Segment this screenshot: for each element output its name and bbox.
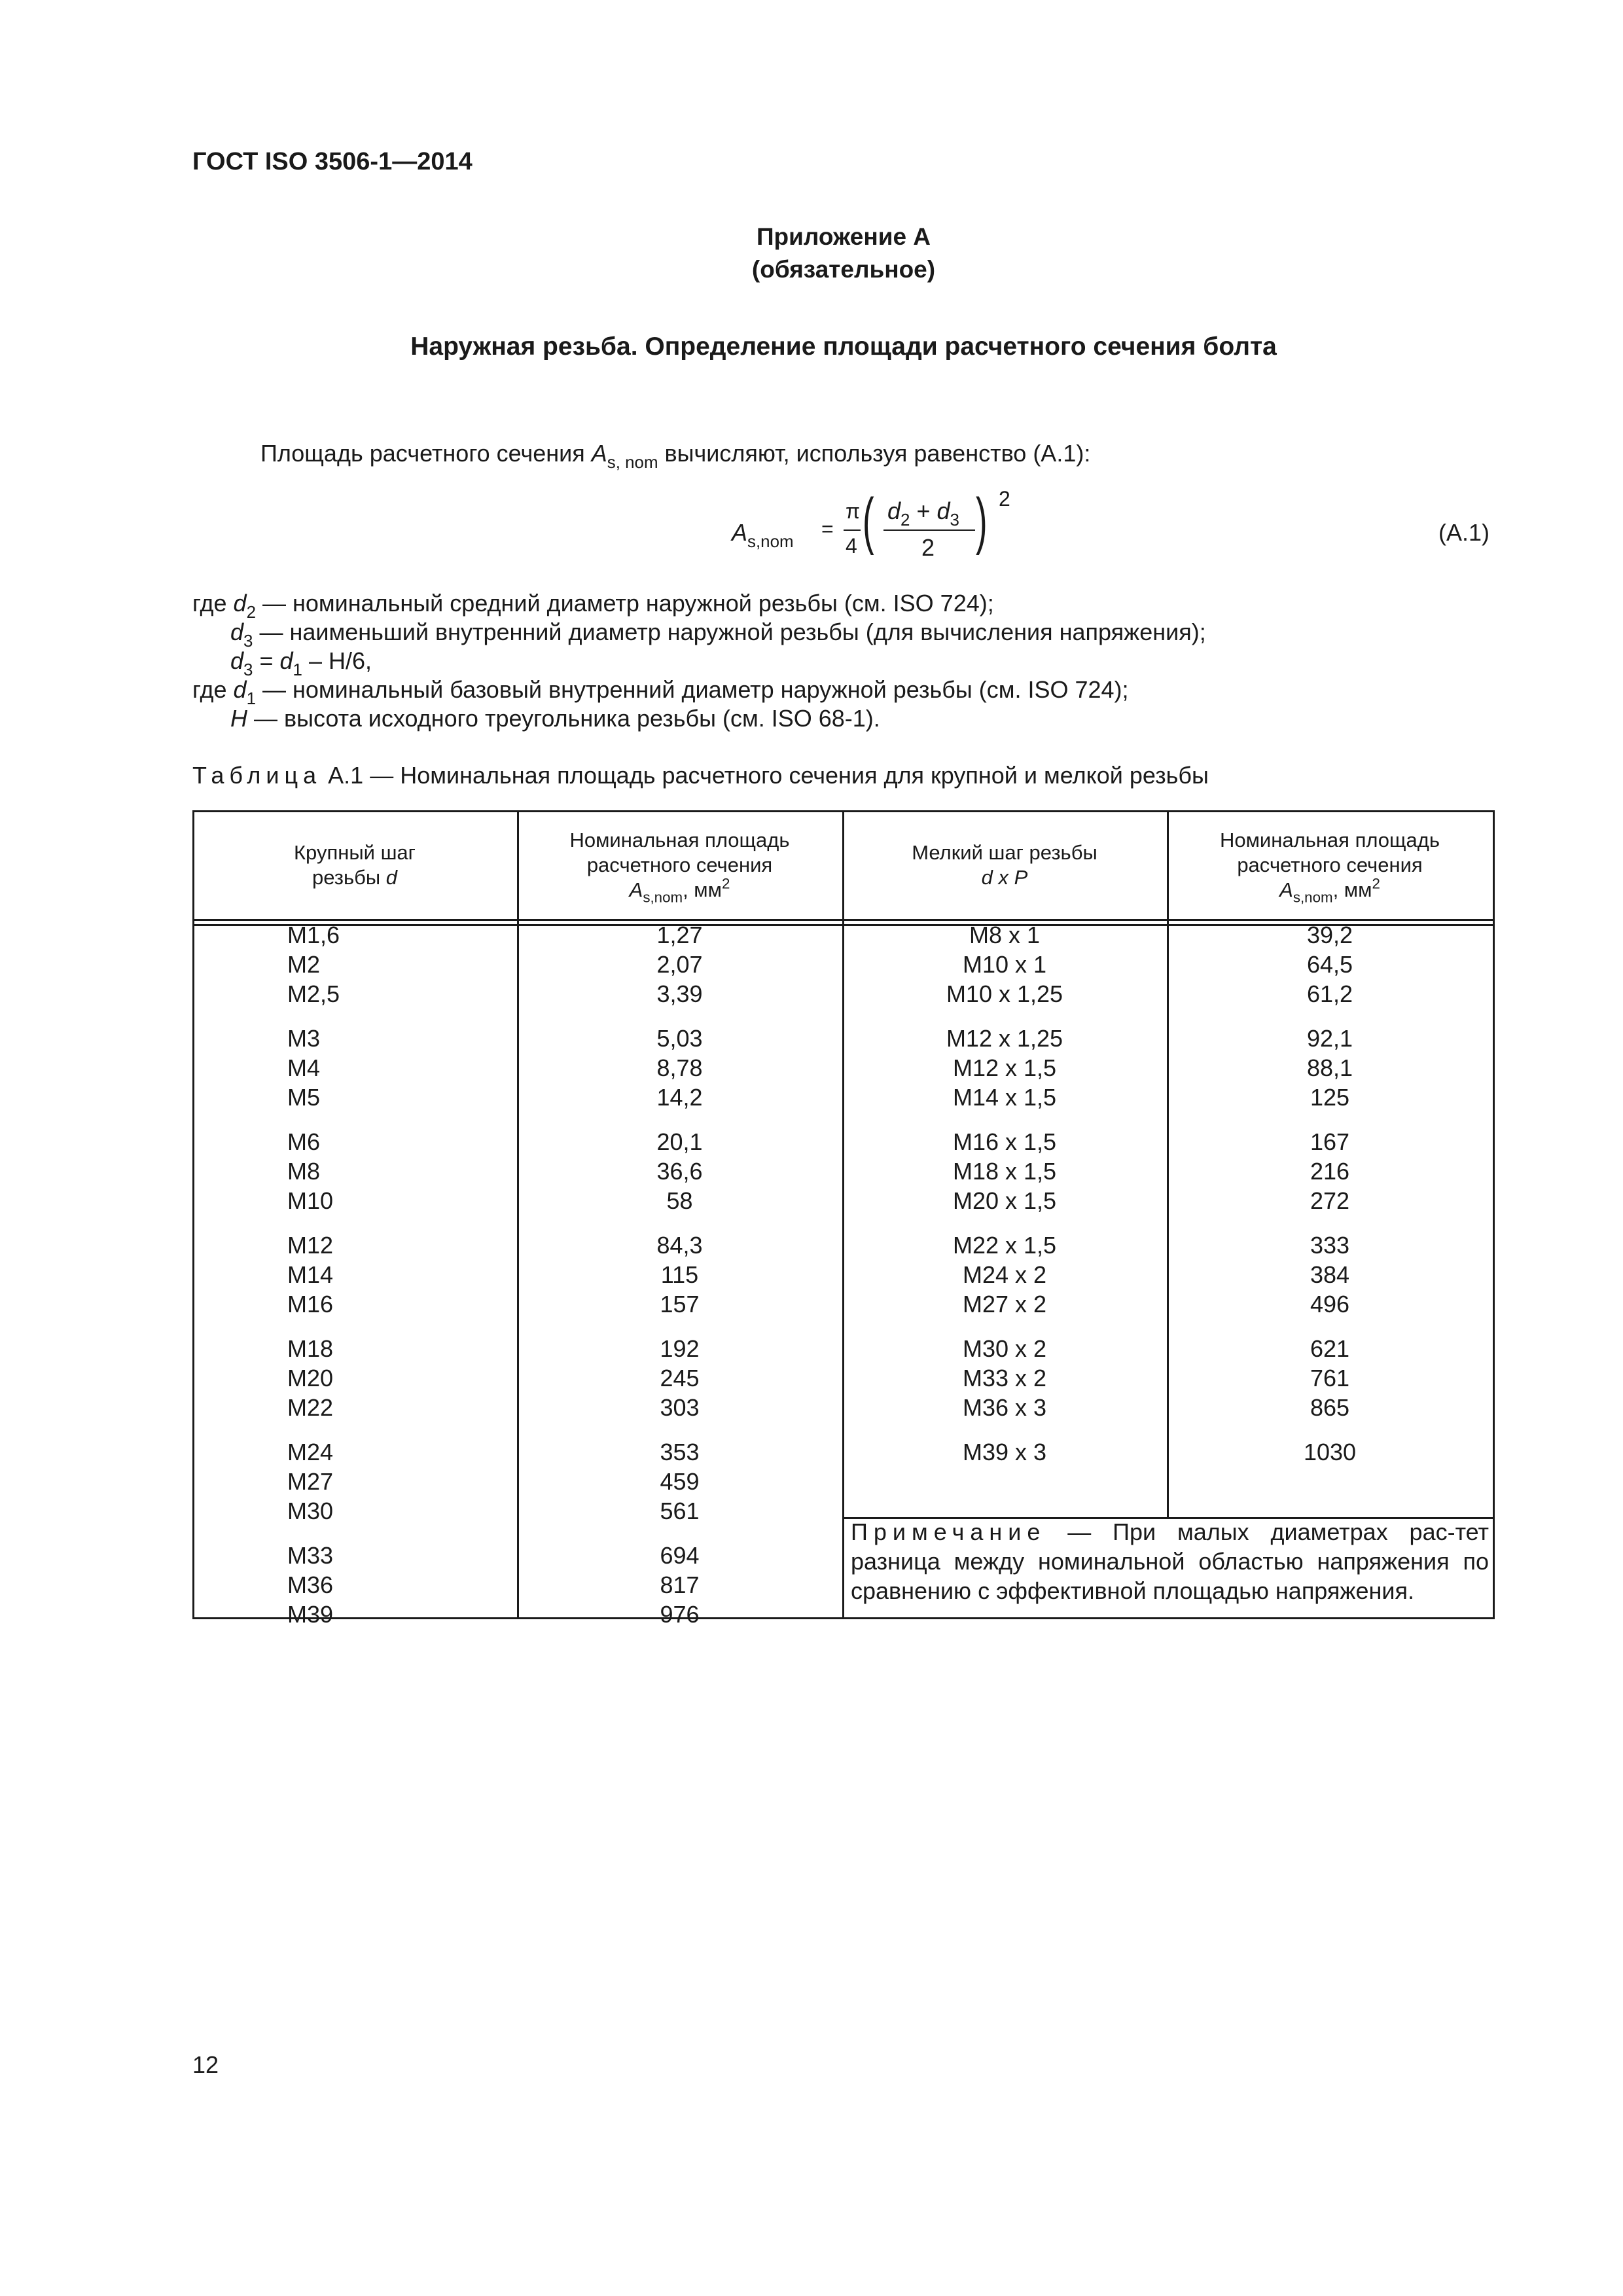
coarse-area-cell: 20,1 [656, 1128, 703, 1155]
header-area2-line3 [1167, 875, 1493, 906]
definition-text: — номинальный средний диаметр наружной резьбы (см. ISO 724); [256, 590, 994, 617]
coarse-thread-cell: M12 [287, 1232, 334, 1259]
coarse-thread-cell: M30 [287, 1498, 334, 1524]
fine-thread-cell: M24 x 2 [962, 1261, 1047, 1288]
coarse-thread-cell: M6 [287, 1128, 321, 1155]
coarse-thread-cell: M10 [287, 1187, 334, 1214]
intro-text-after: вычисляют, используя равенство (А.1): [658, 440, 1091, 467]
fine-area-cell: 64,5 [1306, 951, 1353, 978]
header-area1-sub: s,nom [643, 889, 683, 906]
definition-symbol-sub: 3 [243, 632, 253, 651]
definitions-list [192, 589, 1206, 733]
fine-area-cell: 39,2 [1306, 922, 1353, 948]
header-coarse-line2 [192, 865, 517, 890]
header-coarse-symbol: d [385, 866, 398, 889]
header-coarse-line1: Крупный шаг [294, 841, 416, 864]
formula-right-paren: ) [976, 486, 988, 556]
equation-number: (А.1) [1438, 519, 1490, 546]
definition-text: — номинальный базовый внутренний диаметр наружной резьбы (см. ISO 724); [256, 676, 1129, 703]
coarse-area-cell: 817 [660, 1571, 700, 1598]
coarse-thread-cell: M27 [287, 1468, 334, 1495]
definition-symbol: d [233, 676, 247, 703]
coarse-area-cell: 353 [660, 1439, 700, 1465]
coarse-thread-cell: M33 [287, 1542, 334, 1569]
header-coarse-pitch [192, 810, 517, 920]
coarse-thread-cell: M1,6 [287, 922, 340, 948]
fine-area-cell: 621 [1310, 1335, 1350, 1362]
fine-area-cell: 865 [1310, 1394, 1350, 1421]
coarse-area-cell: 5,03 [656, 1025, 703, 1052]
coarse-thread-cell: M2,5 [287, 980, 340, 1007]
annex-kind: (обязательное) [751, 256, 936, 283]
definition-symbol-2: d [279, 647, 293, 674]
definition-line [192, 589, 1206, 622]
header-coarse-line2-text: резьбы [312, 866, 386, 889]
fine-thread-cell: M12 x 1,5 [952, 1054, 1057, 1081]
header-area2-line2: расчетного сечения [1237, 853, 1423, 876]
coarse-area-cell: 976 [660, 1601, 700, 1628]
formula-denominator: 2 [921, 534, 935, 561]
formula-four: 4 [846, 534, 857, 558]
definition-symbol-sub: 2 [246, 603, 256, 622]
fine-area-cell: 167 [1310, 1128, 1350, 1155]
definition-text: — высота исходного треугольника резьбы (см. ISO 68-1). [247, 705, 880, 732]
coarse-area-cell: 694 [660, 1542, 700, 1569]
annex-title: Приложение А [756, 223, 931, 250]
coarse-area-cell: 58 [666, 1187, 693, 1214]
intro-symbol: A [591, 440, 607, 467]
intro-symbol-sub: s, nom [607, 453, 658, 472]
coarse-area-cell: 14,2 [656, 1084, 703, 1111]
definition-symbol: d [230, 619, 244, 645]
table-right-border [1493, 810, 1495, 1619]
definition-line [192, 675, 1206, 708]
fine-thread-cell: M10 x 1,25 [946, 980, 1063, 1007]
header-fine-pitch [842, 810, 1167, 920]
intro-text-before: Площадь расчетного сечения [260, 440, 592, 467]
definition-prefix: где [192, 590, 234, 617]
formula-fraction-bar [844, 529, 861, 531]
intro-paragraph [260, 440, 1091, 472]
coarse-thread-cell: M36 [287, 1571, 334, 1598]
formula-numerator [887, 497, 959, 529]
fine-thread-cell: M30 x 2 [962, 1335, 1047, 1362]
table-caption-label: Таблица [192, 762, 322, 789]
fine-area-cell: 1030 [1303, 1439, 1357, 1465]
table-caption [192, 762, 1209, 789]
fine-thread-cell: M16 x 1,5 [952, 1128, 1057, 1155]
thread-area-table [192, 810, 1495, 1628]
fine-area-cell: 125 [1310, 1084, 1350, 1111]
coarse-thread-cell: M20 [287, 1365, 334, 1391]
table-left-border [192, 810, 194, 1619]
fine-thread-cell: M33 x 2 [962, 1365, 1047, 1391]
coarse-thread-cell: M3 [287, 1025, 321, 1052]
formula-fraction-bar-2 [883, 529, 975, 531]
coarse-thread-cell: M2 [287, 951, 321, 978]
header-area1-unit: , мм [683, 878, 722, 901]
formula-plus: + [910, 497, 937, 524]
definition-symbol: d [230, 647, 244, 674]
formula-d3-sub: 3 [950, 511, 959, 529]
definition-text: — наименьший внутренний диаметр наружной резьбы (для вычисления напряжения); [253, 619, 1206, 645]
header-fine-line2 [842, 865, 1167, 890]
fine-area-cell: 333 [1310, 1232, 1350, 1259]
formula-d3: d [936, 497, 950, 524]
coarse-thread-cell: M22 [287, 1394, 334, 1421]
definition-text: – H/6, [302, 647, 372, 674]
coarse-area-cell: 459 [660, 1468, 700, 1495]
coarse-area-cell: 84,3 [656, 1232, 703, 1259]
header-area1-line1: Номинальная площадь [569, 829, 790, 852]
coarse-area-cell: 157 [660, 1291, 700, 1318]
section-title: Наружная резьба. Определение площади расчетного сечения болта [410, 332, 1277, 361]
coarse-area-cell: 1,27 [656, 922, 703, 948]
coarse-thread-cell: M18 [287, 1335, 334, 1362]
coarse-thread-cell: M8 [287, 1158, 321, 1185]
fine-area-cell: 496 [1310, 1291, 1350, 1318]
fine-thread-cell: M18 x 1,5 [952, 1158, 1057, 1185]
header-area1-line2: расчетного сечения [586, 853, 773, 876]
coarse-area-cell: 303 [660, 1394, 700, 1421]
formula-lhs-symbol: A [732, 519, 748, 546]
fine-area-cell: 88,1 [1306, 1054, 1353, 1081]
header-area2-symbol: A [1279, 878, 1293, 901]
coarse-area-cell: 3,39 [656, 980, 703, 1007]
fine-thread-cell: M22 x 1,5 [952, 1232, 1057, 1259]
definition-line [192, 704, 1206, 733]
fine-area-cell: 761 [1310, 1365, 1350, 1391]
fine-area-cell: 216 [1310, 1158, 1350, 1185]
header-area2-sup: 2 [1372, 875, 1380, 892]
definition-prefix: где [192, 676, 234, 703]
header-area2-sub: s,nom [1293, 889, 1333, 906]
table-note-text: При малых диаметрах рас-тет разница между номинальной областью напряжения по сравнению с эффективной площадью напряжения. [851, 1518, 1489, 1604]
formula-lhs-sub: s,nom [747, 532, 794, 551]
definition-symbol: H [230, 705, 247, 732]
coarse-area-cell: 561 [660, 1498, 700, 1524]
coarse-thread-cell: M14 [287, 1261, 334, 1288]
coarse-thread-cell: M4 [287, 1054, 321, 1081]
coarse-area-cell: 192 [660, 1335, 700, 1362]
header-area1-sup: 2 [721, 875, 730, 892]
formula-lhs [732, 519, 794, 551]
coarse-area-cell: 245 [660, 1365, 700, 1391]
table-note [851, 1517, 1489, 1605]
header-area1-symbol: A [629, 878, 643, 901]
header-area1-line3 [517, 875, 842, 906]
definition-symbol: d [233, 590, 247, 617]
fine-area-cell: 92,1 [1306, 1025, 1353, 1052]
fine-thread-cell: M14 x 1,5 [952, 1084, 1057, 1111]
definition-symbol-sub: 3 [243, 660, 253, 679]
formula-equals: = [821, 517, 834, 541]
coarse-thread-cell: M16 [287, 1291, 334, 1318]
header-area2-line1: Номинальная площадь [1219, 829, 1440, 852]
formula-left-paren: ( [863, 486, 874, 556]
fine-thread-cell: M8 x 1 [969, 922, 1041, 948]
fine-area-cell: 61,2 [1306, 980, 1353, 1007]
header-fine-symbol: d x P [981, 866, 1028, 889]
formula-pi: π [846, 499, 861, 523]
fine-thread-cell: M36 x 3 [962, 1394, 1047, 1421]
coarse-thread-cell: M39 [287, 1601, 334, 1628]
definition-symbol-sub: 1 [246, 689, 256, 708]
coarse-area-cell: 36,6 [656, 1158, 703, 1185]
fine-thread-cell: M20 x 1,5 [952, 1187, 1057, 1214]
formula-d2-sub: 2 [901, 511, 910, 529]
fine-area-cell: 384 [1310, 1261, 1350, 1288]
table-caption-text: А.1 — Номинальная площадь расчетного сечения для крупной и мелкой резьбы [321, 762, 1209, 789]
formula-power: 2 [999, 487, 1010, 511]
header-nominal-area-1 [517, 810, 842, 920]
table-note-dash: — [1046, 1518, 1113, 1545]
definition-line [192, 618, 1206, 651]
coarse-area-cell: 8,78 [656, 1054, 703, 1081]
header-nominal-area-2 [1167, 810, 1493, 920]
header-area2-unit: , мм [1332, 878, 1372, 901]
header-fine-line1: Мелкий шаг резьбы [912, 841, 1097, 864]
fine-area-cell: 272 [1310, 1187, 1350, 1214]
fine-thread-cell: M10 x 1 [962, 951, 1047, 978]
definition-symbol-2-sub: 1 [293, 660, 302, 679]
fine-thread-cell: M27 x 2 [962, 1291, 1047, 1318]
coarse-thread-cell: M24 [287, 1439, 334, 1465]
coarse-thread-cell: M5 [287, 1084, 321, 1111]
definition-line [192, 647, 1206, 679]
coarse-area-cell: 2,07 [656, 951, 703, 978]
coarse-area-cell: 115 [660, 1261, 699, 1288]
page-number: 12 [192, 2051, 219, 2078]
definition-mid: = [253, 647, 280, 674]
document-id: ГОСТ ISO 3506-1—2014 [192, 148, 473, 175]
formula-a1 [732, 486, 1020, 576]
formula-d2: d [887, 497, 901, 524]
table-note-label: Примечание [851, 1518, 1046, 1545]
fine-thread-cell: M39 x 3 [962, 1439, 1047, 1465]
fine-thread-cell: M12 x 1,25 [946, 1025, 1063, 1052]
